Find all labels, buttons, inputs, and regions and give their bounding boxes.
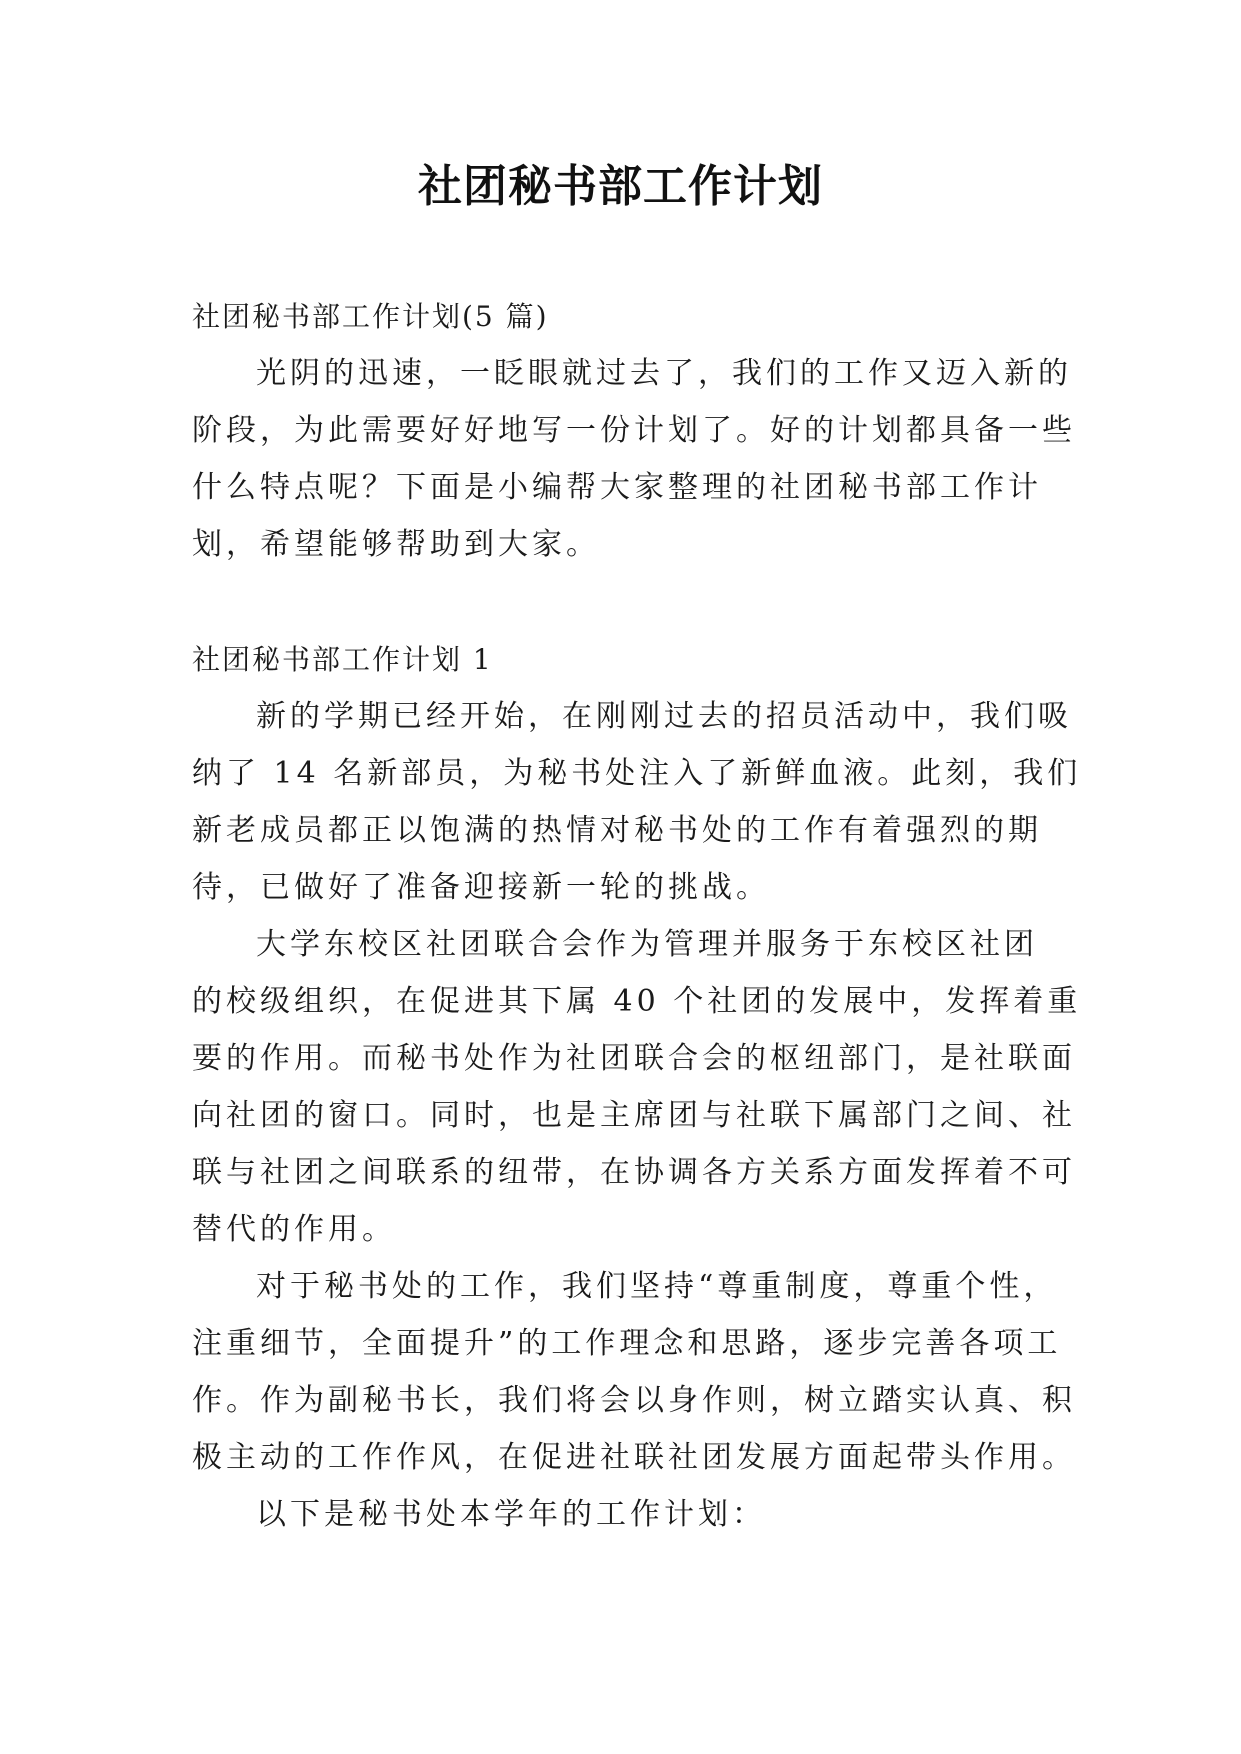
paragraph-line: 注重细节，全面提升”的工作理念和思路，逐步完善各项工: [192, 1326, 1062, 1361]
paragraph-1: [192, 688, 1082, 916]
paragraph-line: 替代的作用。: [192, 1212, 396, 1247]
paragraph-line: 划，希望能够帮助到大家。: [192, 527, 600, 562]
paragraph-line: 要的作用。而秘书处作为社团联合会的枢纽部门，是社联面: [192, 1041, 1076, 1076]
paragraph-line: 的校级组织，在促进其下属 40 个社团的发展中，发挥着重: [192, 984, 1082, 1019]
paragraph-line: 纳了 14 名新部员，为秘书处注入了新鲜血液。此刻，我们: [192, 756, 1082, 791]
document-body: [192, 288, 1082, 1543]
paragraph-line: 大学东校区社团联合会作为管理并服务于东校区社团: [256, 927, 1038, 962]
paragraph-line: 向社团的窗口。同时，也是主席团与社联下属部门之间、社: [192, 1098, 1076, 1133]
paragraph-line: 阶段，为此需要好好地写一份计划了。好的计划都具备一些: [192, 413, 1076, 448]
paragraph-4: [192, 1486, 1054, 1543]
paragraph-line: 新老成员都正以饱满的热情对秘书处的工作有着强烈的期: [192, 813, 1042, 848]
paragraph-2: [192, 916, 1082, 1258]
paragraph-line: 以下是秘书处本学年的工作计划：: [256, 1497, 766, 1532]
paragraph-line: 光阴的迅速，一眨眼就过去了，我们的工作又迈入新的: [256, 356, 1072, 391]
document-title: 社团秘书部工作计划: [418, 161, 823, 212]
paragraph-3: [192, 1258, 1076, 1486]
paragraph-line: 极主动的工作作风，在促进社联社团发展方面起带头作用。: [192, 1440, 1076, 1475]
paragraph-line: 新的学期已经开始，在刚刚过去的招员活动中，我们吸: [256, 699, 1072, 734]
intro-paragraph: [192, 345, 1076, 573]
paragraph-line: 联与社团之间联系的纽带，在协调各方关系方面发挥着不可: [192, 1155, 1076, 1190]
document-subtitle: 社团秘书部工作计划(5 篇): [192, 300, 549, 333]
paragraph-line: 待，已做好了准备迎接新一轮的挑战。: [192, 870, 770, 905]
section-spacer: [192, 573, 1054, 631]
paragraph-line: 对于秘书处的工作，我们坚持“尊重制度，尊重个性，: [256, 1269, 1058, 1304]
section-heading: 社团秘书部工作计划 1: [192, 643, 493, 676]
paragraph-line: 什么特点呢？下面是小编帮大家整理的社团秘书部工作计: [192, 470, 1042, 505]
paragraph-line: 作。作为副秘书长，我们将会以身作则，树立踏实认真、积: [192, 1383, 1076, 1418]
